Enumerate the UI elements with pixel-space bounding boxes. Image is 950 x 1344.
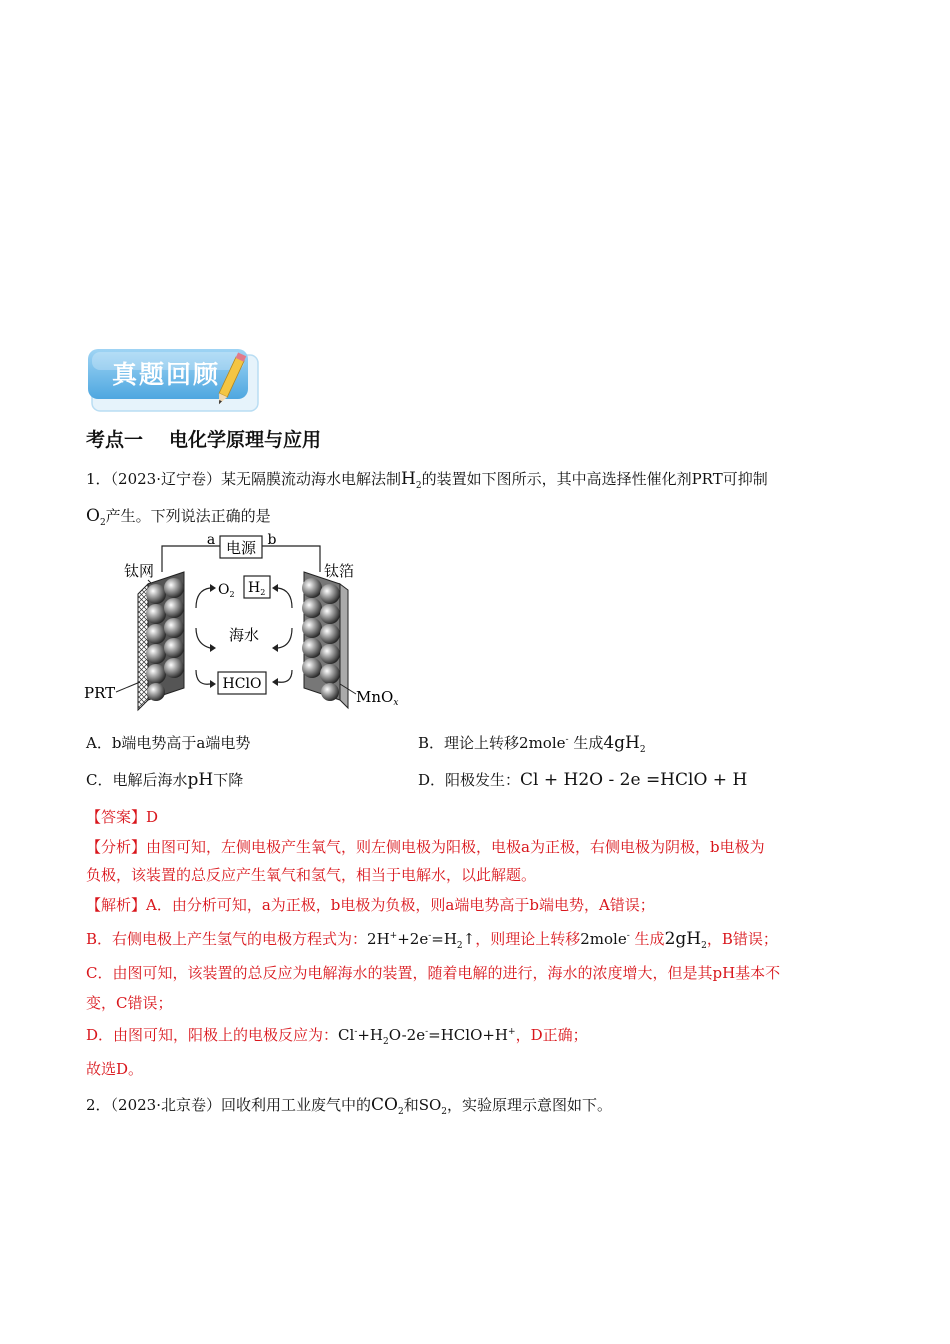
analysis-line1: 【分析】由图可知，左侧电极产生氧气，则左侧电极为阳极，电极a为正极，右侧电极为阴极，b电极为 (86, 838, 765, 856)
conclusion: 故选D。 (86, 1060, 144, 1078)
answer-line: 【答案】D (86, 808, 159, 826)
section-title: 电化学原理与应用 (169, 429, 322, 451)
section-badge (86, 347, 264, 413)
option-a: A．b端电势高于a端电势 (86, 734, 251, 752)
option-d: D．阳极发生：Cl + H2O - 2e =HClO + H (418, 770, 748, 790)
analysis-line2: 负极，该装置的总反应产生氧气和氢气，相当于电解水，以此解题。 (86, 866, 537, 884)
h2-label: $H_2$ (248, 580, 266, 597)
seawater-label: 海水 (228, 626, 260, 644)
explain-d: D．由图可知，阳极上的电极反应为：$Cl^-+H_2O-2e^-=HClO+H^+$，D正确； (86, 1026, 588, 1047)
hclo-label: HClO (222, 676, 262, 692)
titanium-foil-label: 钛箔 (324, 562, 355, 580)
q2-stem: 2．（2023·北京卷）回收利用工业废气中的$CO_2$和$SO_2$，实验原理示意图如下。 (86, 1095, 613, 1117)
option-b: B．理论上转移2mole- 生成$4gH_2$ (418, 733, 646, 755)
mnox-label: MnO$_x$ (356, 688, 399, 708)
o2-label: $O_2$ (218, 582, 235, 599)
option-c: C．电解后海水pH下降 (86, 770, 244, 790)
explain-c-line1: C．由图可知，该装置的总反应为电解海水的装置，随着电解的进行，海水的浓度增大，但是其pH基本不 (86, 964, 781, 982)
explain-a: 【解析】A．由分析可知，a为正极，b电极为负极，则a端电势高于b端电势，A错误； (86, 896, 655, 914)
terminal-a-label: a (206, 532, 216, 548)
section-heading (86, 425, 321, 452)
power-label: 电源 (225, 539, 257, 557)
prt-label: PRT (84, 684, 116, 702)
explain-c-line2: 变，C错误； (86, 994, 173, 1012)
explain-b: B．右侧电极上产生氢气的电极方程式为：$2H^++2e^-=H_2↑$，则理论上转移2mole- 生成$2gH_2$，B错误； (86, 929, 778, 951)
electrolysis-diagram (84, 532, 414, 712)
q1-stem-line2: $O_2$产生。下列说法正确的是 (86, 506, 271, 528)
q1-stem-line1: 1．（2023·辽宁卷）某无隔膜流动海水电解法制$H_2$的装置如下图所示，其中高选择性催化剂PRT可抑制 (86, 469, 768, 491)
badge-label: 真题回顾 (111, 360, 221, 389)
terminal-b-label: b (267, 532, 277, 548)
titanium-mesh-label: 钛网 (124, 562, 155, 580)
badge-graphic (86, 347, 264, 413)
section-number: 考点一 (86, 429, 144, 451)
